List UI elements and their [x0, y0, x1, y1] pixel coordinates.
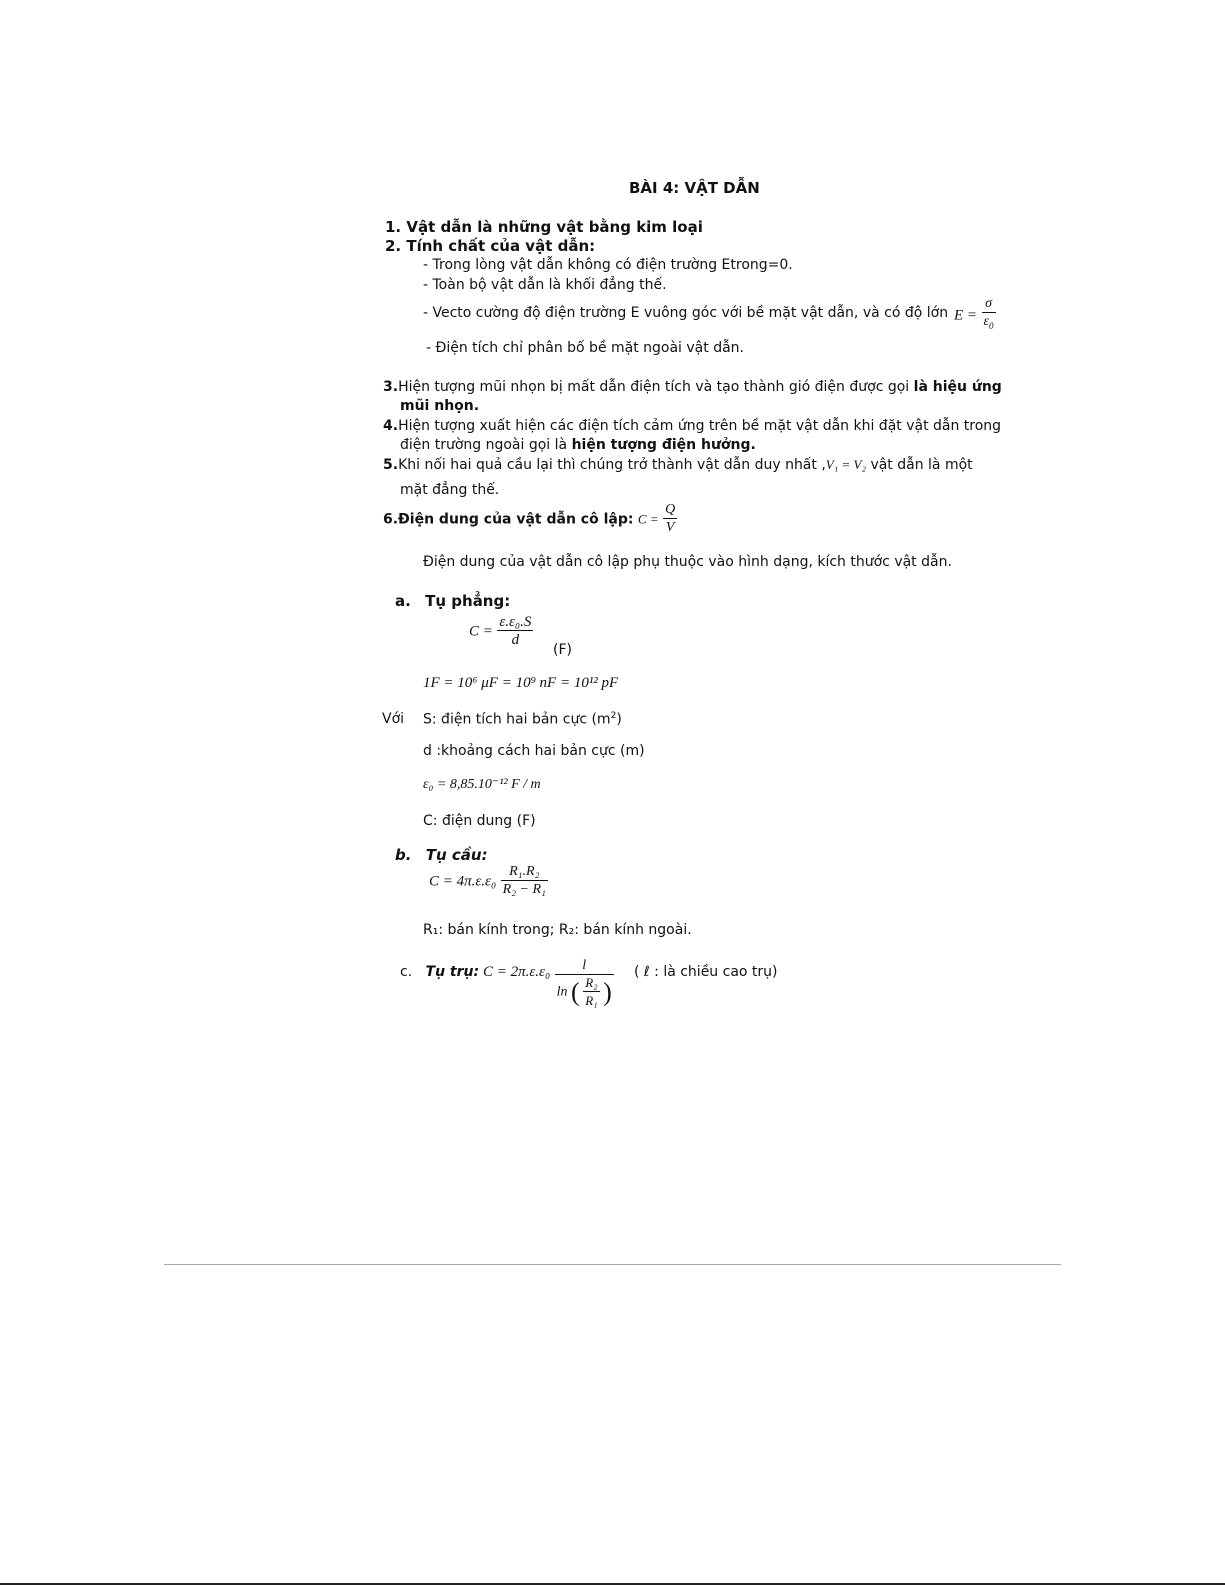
- section-title: Tụ trụ:: [425, 964, 480, 980]
- section-title: Tụ cầu:: [425, 846, 488, 864]
- item-3: [383, 379, 1002, 395]
- formula-lhs: C =: [469, 623, 493, 640]
- numerator: ε.ε₀.S: [499, 614, 532, 630]
- unit-conversion: 1F = 10⁶ μF = 10⁹ nF = 10¹² pF: [423, 675, 619, 691]
- inner-numerator: R₂: [585, 975, 598, 990]
- item-text: Hiện tượng mũi nhọn bị mất dẫn điện tích và tạo thành gió điện được gọi: [398, 379, 910, 395]
- item-text: Hiện tượng xuất hiện các điện tích cảm ứng trên bề mặt vật dẫn khi đặt vật dẫn trong: [398, 418, 1002, 434]
- fraction: [663, 502, 677, 537]
- section-b-heading: [395, 846, 488, 864]
- def-sup: 2: [610, 711, 617, 721]
- item-text: Khi nối hai quả cầu lại thì chúng trở thành vật dẫn duy nhất ,: [398, 457, 826, 473]
- section-label: c.: [400, 964, 413, 980]
- formula-lhs: C =: [637, 511, 659, 527]
- unit-label: (F): [553, 642, 572, 658]
- def-text: S: điện tích hai bản cực (m: [423, 711, 611, 728]
- item-3-cont: mũi nhọn.: [400, 398, 480, 414]
- section-title: Tụ phẳng:: [425, 592, 511, 610]
- fraction: [982, 296, 996, 335]
- inner-fraction: [583, 975, 599, 1010]
- section-label: b.: [395, 846, 412, 864]
- formula-spherical-capacitor: [429, 864, 548, 899]
- item-number: 5.: [383, 457, 399, 473]
- fraction: [555, 958, 614, 1010]
- section-a-heading: [395, 592, 510, 610]
- capacity-note: Điện dung của vật dẫn cô lập phụ thuộc vào hình dạng, kích thước vật dẫn.: [423, 554, 952, 570]
- item-1: 1. Vật dẫn là những vật bằng kim loại: [385, 218, 703, 236]
- radius-note: R₁: bán kính trong; R₂: bán kính ngoài.: [423, 922, 692, 938]
- ln-label: ln: [556, 984, 568, 1000]
- height-note: ( ℓ : là chiều cao trụ): [634, 964, 778, 980]
- denominator: V: [665, 520, 675, 535]
- item-4-cont: [400, 437, 756, 453]
- item-5: [383, 457, 973, 473]
- item-number: 3.: [383, 379, 399, 395]
- page-title: BÀI 4: VẬT DẪN: [629, 179, 760, 197]
- item-2: 2. Tính chất của vật dẫn:: [385, 237, 596, 255]
- property-3: - Vecto cường độ điện trường E vuông góc với bề mặt vật dẫn, và có độ lớn: [423, 305, 949, 321]
- formula-plate-capacitor: [469, 614, 533, 649]
- den-symbol: ε: [983, 314, 990, 329]
- section-label: a.: [395, 592, 411, 610]
- item-bold: hiện tượng điện hưởng.: [571, 437, 756, 453]
- item-5-cont: mặt đẳng thế.: [400, 482, 500, 498]
- property-2: - Toàn bộ vật dẫn là khối đẳng thế.: [423, 277, 667, 293]
- numerator: Q: [665, 502, 676, 517]
- property-1: - Trong lòng vật dẫn không có điện trường Etrong=0.: [423, 257, 793, 273]
- with-label: Với: [382, 711, 405, 727]
- item-text: điện trường ngoài gọi là: [400, 437, 568, 453]
- item-bold: là hiệu ứng: [913, 379, 1002, 395]
- definition-c: C: điện dung (F): [423, 813, 536, 829]
- property-4: - Điện tích chỉ phân bố bề mặt ngoài vật dẫn.: [426, 340, 744, 356]
- fraction: [497, 614, 533, 649]
- item-4: [383, 418, 1001, 434]
- denominator: [555, 975, 614, 1010]
- item-label: 6.Điện dung của vật dẫn cô lập:: [383, 511, 634, 528]
- formula-lhs: C = 4π.ε.ε₀: [429, 873, 497, 890]
- definition-d: d :khoảng cách hai bản cực (m): [423, 743, 645, 759]
- def-close: ): [616, 711, 622, 728]
- den-sub: 0: [989, 320, 994, 331]
- formula-lhs: E =: [954, 307, 978, 324]
- formula-lhs: C = 2π.ε.ε₀: [483, 964, 551, 980]
- paren-close: ): [603, 977, 612, 1007]
- denominator: d: [511, 632, 520, 648]
- inner-denominator: R₁: [585, 993, 598, 1008]
- numerator: l: [555, 958, 614, 975]
- fraction: [501, 864, 548, 899]
- paren-open: (: [571, 977, 580, 1007]
- definition-epsilon: ε₀ = 8,85.10⁻¹² F / m: [423, 777, 541, 792]
- item-6: [383, 502, 677, 537]
- page-divider: [164, 1264, 1061, 1265]
- formula-field-strength: [954, 296, 996, 335]
- formula-potential: V₁ = V₂: [825, 457, 866, 472]
- denominator: [982, 313, 996, 335]
- numerator: σ: [982, 296, 996, 313]
- item-text-2: vật dẫn là một: [870, 457, 973, 473]
- denominator: R₂ − R₁: [502, 882, 546, 897]
- formula-cylindrical-capacitor: [483, 958, 614, 1010]
- item-number: 4.: [383, 418, 399, 434]
- section-c-heading: [400, 964, 479, 980]
- definition-s: [423, 711, 622, 728]
- numerator: R₁.R₂: [501, 864, 548, 881]
